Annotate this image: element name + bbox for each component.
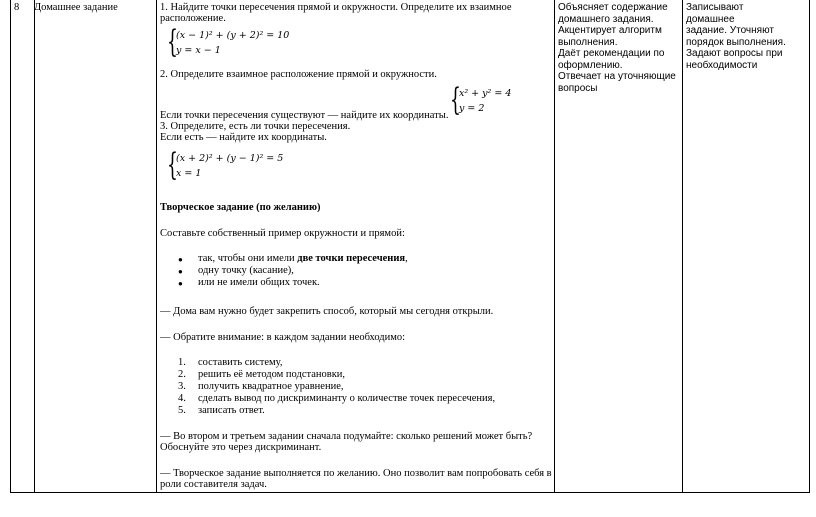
- bullet-icon: ●: [178, 255, 183, 264]
- teacher-line: вопросы: [558, 82, 598, 94]
- student-line: необходимости: [686, 59, 758, 71]
- brace-icon: {: [167, 24, 178, 60]
- column-divider: [34, 0, 35, 492]
- student-line: порядок выполнения.: [686, 36, 786, 48]
- row-number: 8: [14, 2, 20, 13]
- teacher-line: Объясняет содержание: [558, 2, 668, 13]
- stage-name: Домашнее задание: [34, 2, 118, 13]
- step-number: 3.: [178, 381, 186, 392]
- teacher-line: Отвечает на уточняющие: [558, 71, 676, 82]
- equation: y = 2: [459, 103, 485, 114]
- bullet-icon: ●: [178, 267, 183, 276]
- task-2-follow: Если точки пересечения существуют — найдите их координаты.: [160, 110, 449, 121]
- equation: (x + 2)² + (y − 1)² = 5: [176, 153, 284, 164]
- student-activity: [686, 2, 794, 71]
- column-divider: [156, 0, 157, 492]
- teacher-activity: [558, 2, 678, 94]
- task-3-text: 3. Определите, есть ли точки пересечения.: [160, 121, 351, 132]
- teacher-line: оформлению.: [558, 59, 623, 71]
- note-4-cont: роли составителя задач.: [160, 479, 267, 490]
- creative-task-title: Творческое задание (по желанию): [160, 202, 321, 213]
- note-3: — Во втором и третьем задании сначала подумайте: сколько решений может быть?: [160, 431, 533, 442]
- list-item: так, чтобы они имели две точки пересечения,: [198, 253, 408, 264]
- teacher-line: выполнения.: [558, 36, 618, 48]
- creative-task-intro: Составьте собственный пример окружности и прямой:: [160, 228, 405, 239]
- column-divider: [554, 0, 555, 492]
- list-item: или не имели общих точек.: [198, 277, 320, 288]
- column-divider: [682, 0, 683, 492]
- task-1-text-cont: расположение.: [160, 13, 226, 24]
- equation: x² + y² = 4: [459, 88, 512, 99]
- step-text: записать ответ.: [198, 405, 265, 416]
- step-number: 4.: [178, 393, 186, 404]
- bullet-icon: ●: [178, 279, 183, 288]
- task-2-text: 2. Определите взаимное расположение прямой и окружности.: [160, 69, 437, 80]
- brace-icon: {: [167, 147, 178, 183]
- brace-icon: {: [450, 82, 461, 118]
- step-text: сделать вывод по дискриминанту о количестве точек пересечения,: [198, 393, 496, 404]
- equation: x = 1: [176, 168, 202, 179]
- task-3-follow: Если есть — найдите их координаты.: [160, 132, 327, 143]
- student-line: задание. Уточняют: [686, 25, 774, 36]
- teacher-line: Акцентирует алгоритм: [558, 25, 662, 36]
- step-text: получить квадратное уравнение,: [198, 381, 344, 392]
- task-1-text: 1. Найдите точки пересечения прямой и окружности. Определите их взаимное: [160, 2, 512, 13]
- note-1: — Дома вам нужно будет закрепить способ, который мы сегодня открыли.: [160, 306, 494, 317]
- equation: (x − 1)² + (y + 2)² = 10: [176, 30, 290, 41]
- homework-content: [160, 2, 550, 492]
- list-item: одну точку (касание),: [198, 265, 294, 276]
- step-number: 1.: [178, 357, 186, 368]
- teacher-line: домашнего задания.: [558, 13, 654, 25]
- student-line: Задают вопросы при: [686, 48, 783, 59]
- step-text: решить её методом подстановки,: [198, 369, 346, 380]
- note-3-cont: Обоснуйте это через дискриминант.: [160, 442, 322, 453]
- step-text: составить систему,: [198, 357, 283, 368]
- creative-options-list: [160, 253, 540, 293]
- step-number: 5.: [178, 405, 186, 416]
- note-4: — Творческое задание выполняется по желанию. Оно позволит вам попробовать себя в: [160, 468, 552, 479]
- step-number: 2.: [178, 369, 186, 380]
- note-2: — Обратите внимание: в каждом задании необходимо:: [160, 332, 406, 343]
- teacher-line: Даёт рекомендации по: [558, 48, 665, 59]
- equation: y = x − 1: [176, 45, 221, 56]
- student-line: Записывают домашнее: [686, 2, 744, 25]
- steps-list: [160, 357, 540, 419]
